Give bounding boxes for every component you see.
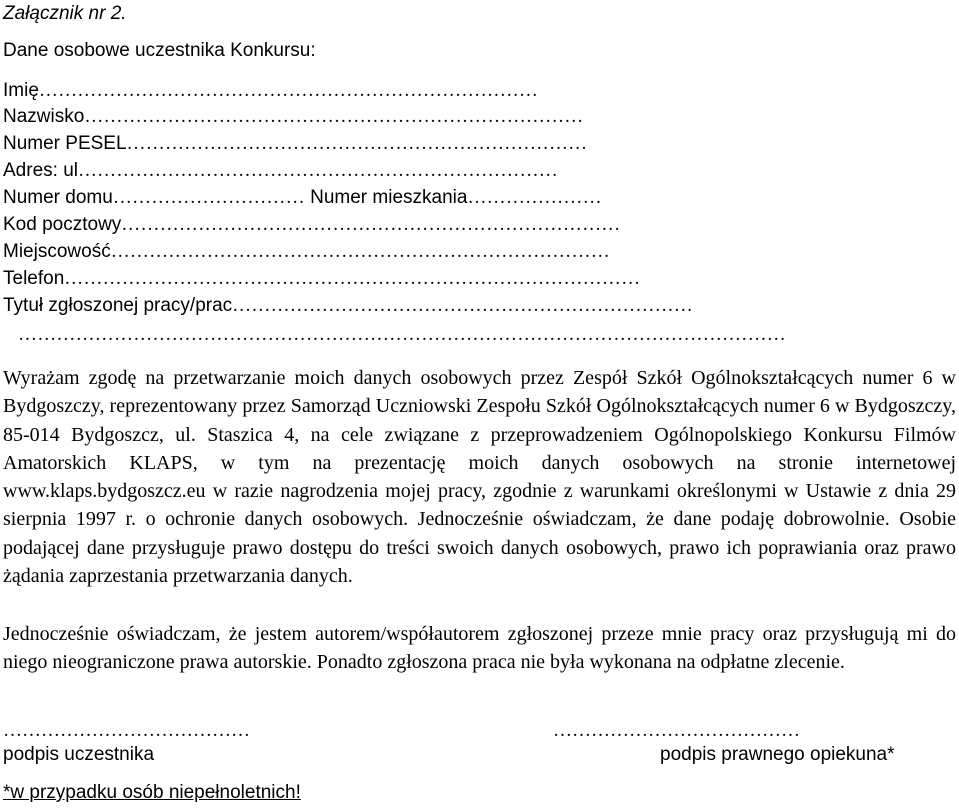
field-street xyxy=(3,158,558,184)
field-pesel xyxy=(3,131,587,157)
footnote: *w przypadku osób niepełnoletnich! xyxy=(3,782,301,803)
fill-in-dots: …………………………………………………………………… xyxy=(110,241,610,262)
fill-in-dots: ……………………………………………………………… xyxy=(126,133,588,154)
fill-in-dots: ………………………… xyxy=(112,187,305,208)
participant-signature-line: ………………………………… xyxy=(3,720,250,741)
field-label-apartment: Numer mieszkania xyxy=(304,187,468,208)
field-work-title xyxy=(3,293,693,319)
field-label: Imię xyxy=(3,80,39,101)
field-city xyxy=(3,239,610,265)
work-title-continuation-dots: ………………………………………………………………………………………………………… xyxy=(18,324,786,345)
personal-data-header: Dane osobowe uczestnika Konkursu: xyxy=(3,40,316,61)
fill-in-dots: ……………………………………………………………… xyxy=(232,295,693,316)
guardian-signature-label: podpis prawnego opiekuna* xyxy=(660,744,895,765)
field-last-name xyxy=(3,104,584,130)
field-label: Kod pocztowy xyxy=(3,214,122,235)
field-label: Numer domu xyxy=(3,187,113,208)
guardian-signature-line: ………………………………… xyxy=(553,720,800,741)
fill-in-dots: …………………………………………………………………… xyxy=(84,106,584,127)
field-label: Miejscowość xyxy=(3,241,111,262)
participant-signature-label: podpis uczestnika xyxy=(3,744,155,765)
fill-in-dots: …………………………………………………………………… xyxy=(121,214,621,235)
field-label: Tytuł zgłoszonej pracy/prac xyxy=(3,295,233,316)
fill-in-dots: ………………… xyxy=(467,187,602,208)
attachment-title: Załącznik nr 2. xyxy=(3,3,127,24)
field-postal-code xyxy=(3,212,621,238)
consent-paragraph: Wyrażam zgodę na przetwarzanie moich danych osobowych przez Zespół Szkół Ogólnokształcących numer 6 w Bydgoszczy, reprezentowany przez Samorząd Uczniowski Zespołu Szkół Ogólnokształcących numer 6 w Bydgoszczy, 85-014 Bydgoszcz, ul. Staszica 4, na cele związane z przeprowadzeniem Ogólnopolskiego Konkursu Filmów Amatorskich KLAPS, w tym na prezentację moich danych osobowych na stronie internetowej www.klaps.bydgoszcz.eu w razie nagrodzenia mojej pracy, zgodnie z warunkami określonymi w Ustawie z dnia 29 sierpnia 1997 r. o ochronie danych osobowych. Jednocześnie oświadczam, że dane podaję dobrowolnie. Osobie podającej dane przysługuje prawo dostępu do treści swoich danych osobowych, prawo ich poprawiania oraz prawo żądania zaprzestania przetwarzania danych. xyxy=(3,367,956,588)
field-label: Nazwisko xyxy=(3,106,85,127)
fill-in-dots: …………………………………………………………………… xyxy=(38,80,539,101)
field-house-number xyxy=(3,185,602,211)
field-label: Numer PESEL xyxy=(3,133,127,154)
field-phone xyxy=(3,266,640,292)
field-first-name xyxy=(3,78,538,104)
field-label: Adres: ul xyxy=(3,160,78,181)
authorship-paragraph: Jednocześnie oświadczam, że jestem autorem/współautorem zgłoszonej przeze mnie pracy oraz przysługują mi do niego nieograniczone prawa autorskie. Ponadto zgłoszona praca nie była wykonana na odpłatne zlecenie. xyxy=(3,623,956,674)
field-label: Telefon xyxy=(3,268,65,289)
fill-in-dots: ………………………………………………………………… xyxy=(77,160,558,181)
fill-in-dots: ……………………………………………………………………………… xyxy=(64,268,641,289)
